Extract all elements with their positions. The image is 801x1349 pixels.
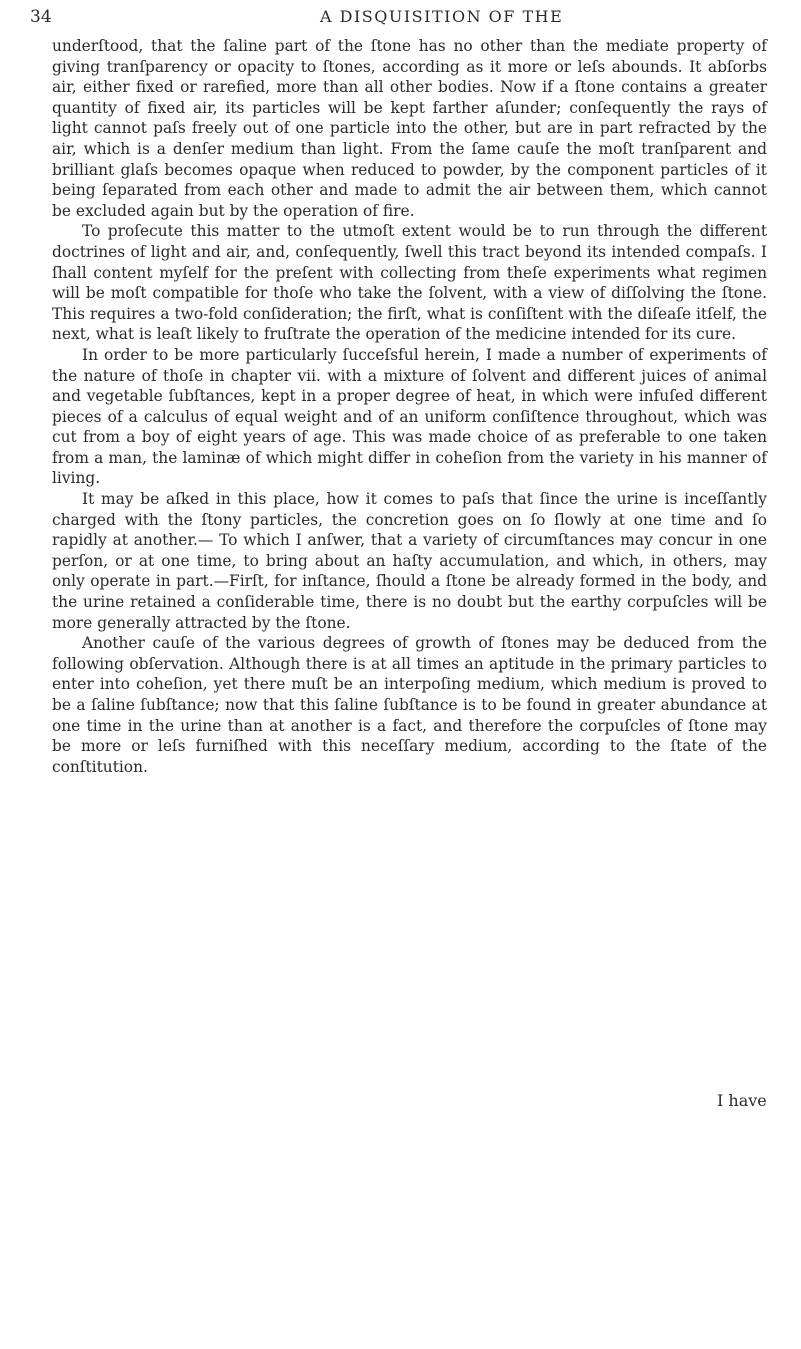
paragraph-5: Another cauſe of the various degrees of growth of ſtones may be deduced from the following obſervation. Although there is at all times an aptitude in the primary particles to enter into coheſion, yet there muſt be an interpoſing medium, which medium is proved to be a ſaline ſubſtance; now that this ſaline ſubſtance is to be found in greater abundance at one time in the urine than at another is a fact, and therefore the corpuſcles of ſtone may be more or leſs furniſhed with this neceſſary medium, according to the ſtate of the conſtitution. (52, 634, 767, 776)
running-head: A DISQUISITION OF THE (320, 7, 564, 26)
paragraph-2: To proſecute this matter to the utmoſt extent would be to run through the different doctrines of light and air, and, conſequently, ſwell this tract beyond its intended compaſs. I ſhall content myſelf for the preſent with collecting from theſe experiments what regimen will be moſt compatible for thoſe who take the ſolvent, with a view of diſſolving the ſtone. This requires a two-fold conſideration; the firſt, what is conſiſtent with the diſeaſe itſelf, the next, what is leaſt likely to fruſtrate the operation of the medicine intended for its cure. (52, 222, 767, 344)
paragraph-4: It may be aſked in this place, how it comes to paſs that ſince the urine is inceſſantly charged with the ſtony particles, the concretion goes on ſo ſlowly at one time and ſo rapidly at another.— To which I anſwer, that a variety of circumſtances may concur in one perſon, or at one time, to bring about an haſty accumulation, and which, in others, may only operate in part.—Firſt, for inſtance, ſhould a ſtone be already formed in the body, and the urine retained a conſiderable time, there is no doubt but the earthy corpuſcles will be more generally attracted by the ſtone. (52, 490, 767, 632)
catchword: I have (717, 1091, 767, 1110)
page-number: 34 (30, 7, 52, 27)
paragraph-3: In order to be more particularly ſucceſsful herein, I made a number of experiments of the nature of thoſe in chapter vii. with a mixture of ſolvent and different juices of animal and vegetable ſubſtances, kept in a proper degree of heat, in which were infuſed different pieces of a calculus of equal weight and of an uniform conſiſtence throughout, which was cut from a boy of eight years of age. This was made choice of as preferable to one taken from a man, the laminæ of which might differ in coheſion from the variety in his manner of living. (52, 345, 767, 488)
paragraph-1: underſtood, that the ſaline part of the ſtone has no other than the mediate property of giving tranſparency or opacity to ſtones, according as it more or leſs abounds. It abſorbs air, either fixed or rarefied, more than all other bodies. Now if a ſtone contains a greater quantity of fixed air, its particles will be kept farther aſunder; conſequently the rays of light cannot paſs freely out of one particle into the other, but are in part refracted by the air, which is a denſer medium than light. From the ſame cauſe the moſt tranſparent and brilliant glaſs becomes opaque when reduced to powder, by the component particles of it being ſeparated from each other and made to admit the air between them, which cannot be excluded again but by the operation of fire. (52, 37, 767, 220)
page-header (30, 3, 770, 29)
body-text (52, 36, 767, 777)
